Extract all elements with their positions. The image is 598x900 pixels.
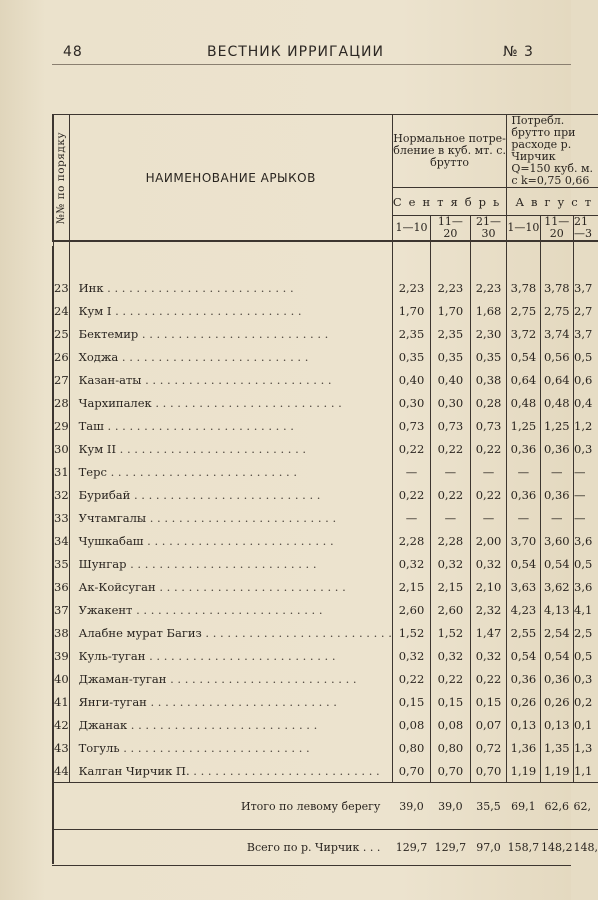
table-cell: 2,5 bbox=[574, 621, 598, 644]
table-cell: 0,54 bbox=[540, 644, 573, 667]
table-cell: 0,36 bbox=[507, 483, 540, 506]
table-cell: 0,6 bbox=[574, 368, 598, 391]
table-cell: 1,52 bbox=[431, 621, 471, 644]
table-cell: 0,48 bbox=[540, 391, 573, 414]
table-cell: 2,30 bbox=[470, 322, 507, 345]
table-cell: 2,00 bbox=[470, 529, 507, 552]
table-cell: 0,22 bbox=[392, 437, 430, 460]
table-cell: 0,38 bbox=[470, 368, 507, 391]
table-cell: 0,3 bbox=[574, 437, 598, 460]
canal-name-cell bbox=[69, 391, 392, 414]
table-row bbox=[53, 368, 598, 391]
table-cell: 3,7 bbox=[574, 322, 598, 345]
table-cell: 0,70 bbox=[470, 759, 507, 783]
header-period-1: 1—10 bbox=[392, 216, 430, 242]
canal-name: Кум I bbox=[78, 303, 112, 318]
table-row bbox=[53, 736, 598, 759]
canal-name-cell bbox=[69, 299, 392, 322]
page-number: 48 bbox=[63, 44, 83, 60]
table-cell: 1,19 bbox=[507, 759, 540, 783]
table-cell: 0,30 bbox=[392, 391, 430, 414]
row-number: 43 bbox=[53, 736, 69, 759]
table-cell: 0,70 bbox=[392, 759, 430, 783]
canal-name-cell bbox=[69, 460, 392, 483]
table-cell: — bbox=[574, 483, 598, 506]
canal-name: Таш bbox=[78, 418, 104, 433]
canal-name: Шунгар bbox=[78, 556, 127, 571]
table-cell: 3,6 bbox=[574, 529, 598, 552]
canal-name-cell bbox=[69, 736, 392, 759]
canal-name-cell bbox=[69, 276, 392, 299]
leader-dots: . . . . . . . . . . . . . . . . . . . . . . . . . . bbox=[155, 579, 346, 594]
canal-name: Алабне мурат Багиз bbox=[78, 625, 202, 640]
canal-name-cell bbox=[69, 690, 392, 713]
table-cell: 0,26 bbox=[507, 690, 540, 713]
row-number: 29 bbox=[53, 414, 69, 437]
canal-name-cell bbox=[69, 598, 392, 621]
row-number: 28 bbox=[53, 391, 69, 414]
table-row bbox=[53, 667, 598, 690]
table-cell: 0,36 bbox=[507, 437, 540, 460]
table-cell: 0,40 bbox=[431, 368, 471, 391]
row-number: 32 bbox=[53, 483, 69, 506]
header-august: Август bbox=[507, 188, 598, 216]
table-row bbox=[53, 391, 598, 414]
table-cell: 3,6 bbox=[574, 575, 598, 598]
table-cell: 0,08 bbox=[392, 713, 430, 736]
table-cell: 129,7 bbox=[392, 830, 430, 865]
canal-name: Бектемир bbox=[78, 326, 139, 341]
table-cell: 2,55 bbox=[507, 621, 540, 644]
table-cell: 2,75 bbox=[507, 299, 540, 322]
canal-name-cell bbox=[69, 621, 392, 644]
leader-dots: . . . . . . . . . . . . . . . . . . . . . . . . . . bbox=[118, 349, 309, 364]
leader-dots: . . . . . . . . . . . . . . . . . . . . . . . . . . bbox=[146, 510, 337, 525]
table-cell: 0,35 bbox=[470, 345, 507, 368]
leader-dots: . . . . . . . . . . . . . . . . . . . . . . . . . . bbox=[143, 533, 334, 548]
leader-dots: . . . . . . . . . . . . . . . . . . . . . . . . . . bbox=[201, 625, 392, 640]
table-cell: 0,26 bbox=[540, 690, 573, 713]
leader-dots: . . . . . . . . . . . . . . . . . . . . . . . . . . bbox=[119, 740, 310, 755]
table-cell: 0,36 bbox=[507, 667, 540, 690]
table-cell: 0,32 bbox=[431, 644, 471, 667]
leader-dots: . . . . . . . . . . . . . . . . . . . . . . . . . . bbox=[127, 717, 318, 732]
table-row bbox=[53, 690, 598, 713]
table-cell: 0,08 bbox=[431, 713, 471, 736]
table-cell: — bbox=[470, 460, 507, 483]
canal-name-cell bbox=[69, 414, 392, 437]
leader-dots: . . . . . . . . . . . . . . . . . . . . . . . . . . bbox=[141, 372, 332, 387]
table-cell: 0,36 bbox=[540, 667, 573, 690]
table-cell: 1,3 bbox=[574, 736, 598, 759]
row-number: 36 bbox=[53, 575, 69, 598]
row-number: 42 bbox=[53, 713, 69, 736]
canal-name-cell bbox=[69, 529, 392, 552]
grand-total-label: Всего по р. Чирчик . . . bbox=[69, 830, 392, 865]
canal-name: Учтамгалы bbox=[78, 510, 147, 525]
table-cell: 1,52 bbox=[392, 621, 430, 644]
row-number: 39 bbox=[53, 644, 69, 667]
canal-name-cell bbox=[69, 552, 392, 575]
canal-name: Казан-аты bbox=[78, 372, 142, 387]
row-number: 23 bbox=[53, 276, 69, 299]
table-cell: 0,15 bbox=[431, 690, 471, 713]
table-cell: 2,54 bbox=[540, 621, 573, 644]
table-row bbox=[53, 437, 598, 460]
table-cell: 0,32 bbox=[470, 552, 507, 575]
table-cell: 0,13 bbox=[540, 713, 573, 736]
table-row bbox=[53, 483, 598, 506]
canal-name: Ак-Койсуган bbox=[78, 579, 156, 594]
table-row bbox=[53, 575, 598, 598]
table-cell: 2,35 bbox=[392, 322, 430, 345]
row-number: 33 bbox=[53, 506, 69, 529]
table-cell: 3,78 bbox=[507, 276, 540, 299]
table-cell: 158,7 bbox=[507, 830, 540, 865]
table-row bbox=[53, 322, 598, 345]
table-cell: 0,5 bbox=[574, 345, 598, 368]
header-period-3: 21—30 bbox=[470, 216, 507, 242]
header-period-3-cut: 21—3 bbox=[574, 216, 598, 242]
table-cell: 0,64 bbox=[507, 368, 540, 391]
leader-dots: . . . . . . . . . . . . . . . . . . . . . . . . . . bbox=[151, 395, 342, 410]
header-normal-consumption: Нормальное потре-бление в куб. мт. с. брутто bbox=[392, 115, 506, 188]
leader-dots: . . . . . . . . . . . . . . . . . . . . . . . . . . bbox=[146, 694, 337, 709]
table-cell: — bbox=[574, 460, 598, 483]
table-cell: 0,5 bbox=[574, 644, 598, 667]
table-cell: 2,7 bbox=[574, 299, 598, 322]
table-cell: 2,60 bbox=[392, 598, 430, 621]
table-cell: 0,32 bbox=[392, 552, 430, 575]
header-period-2: 11—20 bbox=[431, 216, 471, 242]
table-cell: 0,56 bbox=[540, 345, 573, 368]
table-row bbox=[53, 713, 598, 736]
table-row bbox=[53, 644, 598, 667]
table-cell: 1,25 bbox=[507, 414, 540, 437]
table-cell: 1,25 bbox=[540, 414, 573, 437]
table-cell: 0,22 bbox=[431, 483, 471, 506]
table-cell: — bbox=[392, 506, 430, 529]
table-cell: 0,28 bbox=[470, 391, 507, 414]
canal-name: Чархипалек bbox=[78, 395, 152, 410]
leader-dots: . . . . . . . . . . . . . . . . . . . . . . . . . . bbox=[126, 556, 317, 571]
table-cell: 3,62 bbox=[540, 575, 573, 598]
table-row bbox=[53, 414, 598, 437]
canal-name-cell bbox=[69, 368, 392, 391]
table-cell: 62, bbox=[574, 783, 598, 830]
table-cell: 2,28 bbox=[431, 529, 471, 552]
canal-name-cell bbox=[69, 437, 392, 460]
leader-dots: . . . . . . . . . . . . . . . . . . . . . . . . . . bbox=[116, 441, 307, 456]
header-canal-name: НАИМЕНОВАНИЕ АРЫКОВ bbox=[69, 115, 392, 242]
table-cell: 0,1 bbox=[574, 713, 598, 736]
table-cell: 0,13 bbox=[507, 713, 540, 736]
table-cell: 2,75 bbox=[540, 299, 573, 322]
leader-dots: . . . . . . . . . . . . . . . . . . . . . . . . . . bbox=[132, 602, 323, 617]
table-cell: 2,35 bbox=[431, 322, 471, 345]
table-cell: 0,73 bbox=[392, 414, 430, 437]
table-cell: 0,22 bbox=[392, 483, 430, 506]
row-number: 37 bbox=[53, 598, 69, 621]
table-cell: 0,32 bbox=[470, 644, 507, 667]
table-cell: 2,28 bbox=[392, 529, 430, 552]
table-cell: 39,0 bbox=[392, 783, 430, 830]
table-row bbox=[53, 759, 598, 783]
table-cell: 0,40 bbox=[392, 368, 430, 391]
canal-name: Терс bbox=[78, 464, 107, 479]
leader-dots: . . . . . . . . . . . . . . . . . . . . . . . . . . bbox=[138, 326, 329, 341]
table-cell: 0,4 bbox=[574, 391, 598, 414]
canal-name: Кум II bbox=[78, 441, 116, 456]
table-cell: 0,36 bbox=[540, 483, 573, 506]
table-cell: — bbox=[507, 460, 540, 483]
table-cell: 0,48 bbox=[507, 391, 540, 414]
table-cell: 0,73 bbox=[470, 414, 507, 437]
table-cell: 69,1 bbox=[507, 783, 540, 830]
canal-name: Джанак bbox=[78, 717, 128, 732]
table-cell: — bbox=[574, 506, 598, 529]
canal-name: Бурибай bbox=[78, 487, 131, 502]
table-cell: 3,63 bbox=[507, 575, 540, 598]
table-cell: 1,70 bbox=[431, 299, 471, 322]
table-cell: 1,35 bbox=[540, 736, 573, 759]
canal-name-cell bbox=[69, 713, 392, 736]
table-cell: 0,64 bbox=[540, 368, 573, 391]
row-number: 27 bbox=[53, 368, 69, 391]
table-cell: 1,47 bbox=[470, 621, 507, 644]
table-cell: 148,2 bbox=[540, 830, 573, 865]
table-cell: 0,35 bbox=[392, 345, 430, 368]
leader-dots: . . . . . . . . . . . . . . . . . . . . . . . . . . bbox=[103, 418, 294, 433]
table-cell: — bbox=[392, 460, 430, 483]
table-cell: 0,30 bbox=[431, 391, 471, 414]
table-cell: 62,6 bbox=[540, 783, 573, 830]
header-september: Сентябрь bbox=[392, 188, 506, 216]
table-cell: 3,60 bbox=[540, 529, 573, 552]
table-bottom-rule bbox=[52, 865, 571, 866]
table-cell: 0,22 bbox=[470, 483, 507, 506]
leader-dots: . . . . . . . . . . . . . . . . . . . . . . . . . . bbox=[166, 671, 357, 686]
table-cell: 0,22 bbox=[470, 437, 507, 460]
leader-dots: . . . . . . . . . . . . . . . . . . . . . . . . . . bbox=[145, 648, 336, 663]
table-cell: 2,23 bbox=[431, 276, 471, 299]
table-cell: 2,32 bbox=[470, 598, 507, 621]
table-cell: 35,5 bbox=[470, 783, 507, 830]
table-cell: 129,7 bbox=[431, 830, 471, 865]
header-period-2: 11—20 bbox=[540, 216, 573, 242]
table-cell: 1,1 bbox=[574, 759, 598, 783]
table-cell: 39,0 bbox=[431, 783, 471, 830]
consumption-table bbox=[52, 114, 598, 864]
canal-name: Ходжа bbox=[78, 349, 119, 364]
row-number: 25 bbox=[53, 322, 69, 345]
row-number: 26 bbox=[53, 345, 69, 368]
table-cell: 2,23 bbox=[392, 276, 430, 299]
table-cell: 0,32 bbox=[392, 644, 430, 667]
table-cell: 0,80 bbox=[431, 736, 471, 759]
table-cell: 3,78 bbox=[540, 276, 573, 299]
issue-number: № 3 bbox=[503, 44, 534, 60]
table-cell: 0,07 bbox=[470, 713, 507, 736]
table-cell: 0,2 bbox=[574, 690, 598, 713]
table-cell: 2,23 bbox=[470, 276, 507, 299]
table-cell: 0,54 bbox=[507, 644, 540, 667]
row-number: 40 bbox=[53, 667, 69, 690]
canal-name-cell bbox=[69, 667, 392, 690]
table-cell: 2,15 bbox=[431, 575, 471, 598]
table-cell: 0,3 bbox=[574, 667, 598, 690]
canal-name: Тогуль bbox=[78, 740, 120, 755]
table-cell: 1,68 bbox=[470, 299, 507, 322]
table-cell: 2,15 bbox=[392, 575, 430, 598]
row-number: 38 bbox=[53, 621, 69, 644]
table-row bbox=[53, 529, 598, 552]
table-cell: 4,23 bbox=[507, 598, 540, 621]
table-cell: 0,32 bbox=[431, 552, 471, 575]
leader-dots: . . . . . . . . . . . . . . . . . . . . . . . . . . bbox=[130, 487, 321, 502]
table-cell: — bbox=[540, 506, 573, 529]
table-cell: 0,22 bbox=[392, 667, 430, 690]
row-number: 24 bbox=[53, 299, 69, 322]
table-row bbox=[53, 552, 598, 575]
canal-name: Инк bbox=[78, 280, 104, 295]
canal-name-cell bbox=[69, 759, 392, 783]
table-row bbox=[53, 299, 598, 322]
table-row bbox=[53, 506, 598, 529]
table-cell: 1,36 bbox=[507, 736, 540, 759]
table-cell: 3,74 bbox=[540, 322, 573, 345]
header-row-number: №№ по порядку bbox=[53, 115, 69, 242]
canal-name: Чушкабаш bbox=[78, 533, 144, 548]
table-cell: 1,19 bbox=[540, 759, 573, 783]
table-cell: 0,54 bbox=[507, 552, 540, 575]
canal-name-cell bbox=[69, 483, 392, 506]
table-cell: 0,22 bbox=[431, 667, 471, 690]
table-cell: — bbox=[431, 460, 471, 483]
table-cell: — bbox=[431, 506, 471, 529]
table-cell: 3,72 bbox=[507, 322, 540, 345]
canal-name-cell bbox=[69, 575, 392, 598]
canal-name: Ужакент bbox=[78, 602, 133, 617]
table-cell: 0,15 bbox=[392, 690, 430, 713]
table-row bbox=[53, 598, 598, 621]
table-cell: 0,15 bbox=[470, 690, 507, 713]
table-cell: 1,2 bbox=[574, 414, 598, 437]
table-cell: 0,80 bbox=[392, 736, 430, 759]
header-period-1: 1—10 bbox=[507, 216, 540, 242]
table-cell: 0,22 bbox=[431, 437, 471, 460]
table-cell: 0,54 bbox=[507, 345, 540, 368]
table-cell: — bbox=[470, 506, 507, 529]
table-row bbox=[53, 276, 598, 299]
table-cell: 0,22 bbox=[470, 667, 507, 690]
canal-name: Куль-туган bbox=[78, 648, 146, 663]
table-cell: 1,70 bbox=[392, 299, 430, 322]
canal-name-cell bbox=[69, 345, 392, 368]
journal-title: ВЕСТНИК ИРРИГАЦИИ bbox=[207, 44, 384, 60]
table-row bbox=[53, 621, 598, 644]
table-cell: — bbox=[507, 506, 540, 529]
table-cell: 0,70 bbox=[431, 759, 471, 783]
table-cell: 4,1 bbox=[574, 598, 598, 621]
table-row bbox=[53, 460, 598, 483]
row-number: 31 bbox=[53, 460, 69, 483]
row-number: 34 bbox=[53, 529, 69, 552]
leader-dots: . . . . . . . . . . . . . . . . . . . . . . . . . . bbox=[106, 464, 298, 479]
leader-dots: . . . . . . . . . . . . . . . . . . . . . . . . . . bbox=[103, 280, 294, 295]
table-cell: — bbox=[540, 460, 573, 483]
table-row bbox=[53, 345, 598, 368]
table-cell: 0,36 bbox=[540, 437, 573, 460]
table-cell: 3,7 bbox=[574, 276, 598, 299]
table-cell: 97,0 bbox=[470, 830, 507, 865]
canal-name-cell bbox=[69, 322, 392, 345]
table-cell: 148, bbox=[574, 830, 598, 865]
row-number: 41 bbox=[53, 690, 69, 713]
table-cell: 2,60 bbox=[431, 598, 471, 621]
table-cell: 2,10 bbox=[470, 575, 507, 598]
row-number: 30 bbox=[53, 437, 69, 460]
header-rule bbox=[52, 64, 571, 65]
table-cell: 0,54 bbox=[540, 552, 573, 575]
table-cell: 0,35 bbox=[431, 345, 471, 368]
canal-name: Янги-туган bbox=[78, 694, 147, 709]
table-cell: 4,13 bbox=[540, 598, 573, 621]
table-cell: 0,72 bbox=[470, 736, 507, 759]
canal-name-cell bbox=[69, 644, 392, 667]
row-number: 44 bbox=[53, 759, 69, 783]
table-cell: 3,70 bbox=[507, 529, 540, 552]
canal-name-cell bbox=[69, 506, 392, 529]
canal-name: Калган Чирчик П. bbox=[78, 763, 190, 778]
row-number: 35 bbox=[53, 552, 69, 575]
leader-dots: . . . . . . . . . . . . . . . . . . . . . . . . . . bbox=[111, 303, 302, 318]
header-gross-consumption: Потребл. брутто при расходе р. Чирчик Q=150 куб. м. с k=0,75 0,66 bbox=[507, 115, 598, 188]
canal-name: Джаман-туган bbox=[78, 671, 167, 686]
leader-dots: . . . . . . . . . . . . . . . . . . . . . . . . . . bbox=[189, 763, 380, 778]
table-cell: 0,5 bbox=[574, 552, 598, 575]
table-cell: 0,73 bbox=[431, 414, 471, 437]
left-bank-total-label: Итого по левому берегу bbox=[69, 783, 392, 830]
